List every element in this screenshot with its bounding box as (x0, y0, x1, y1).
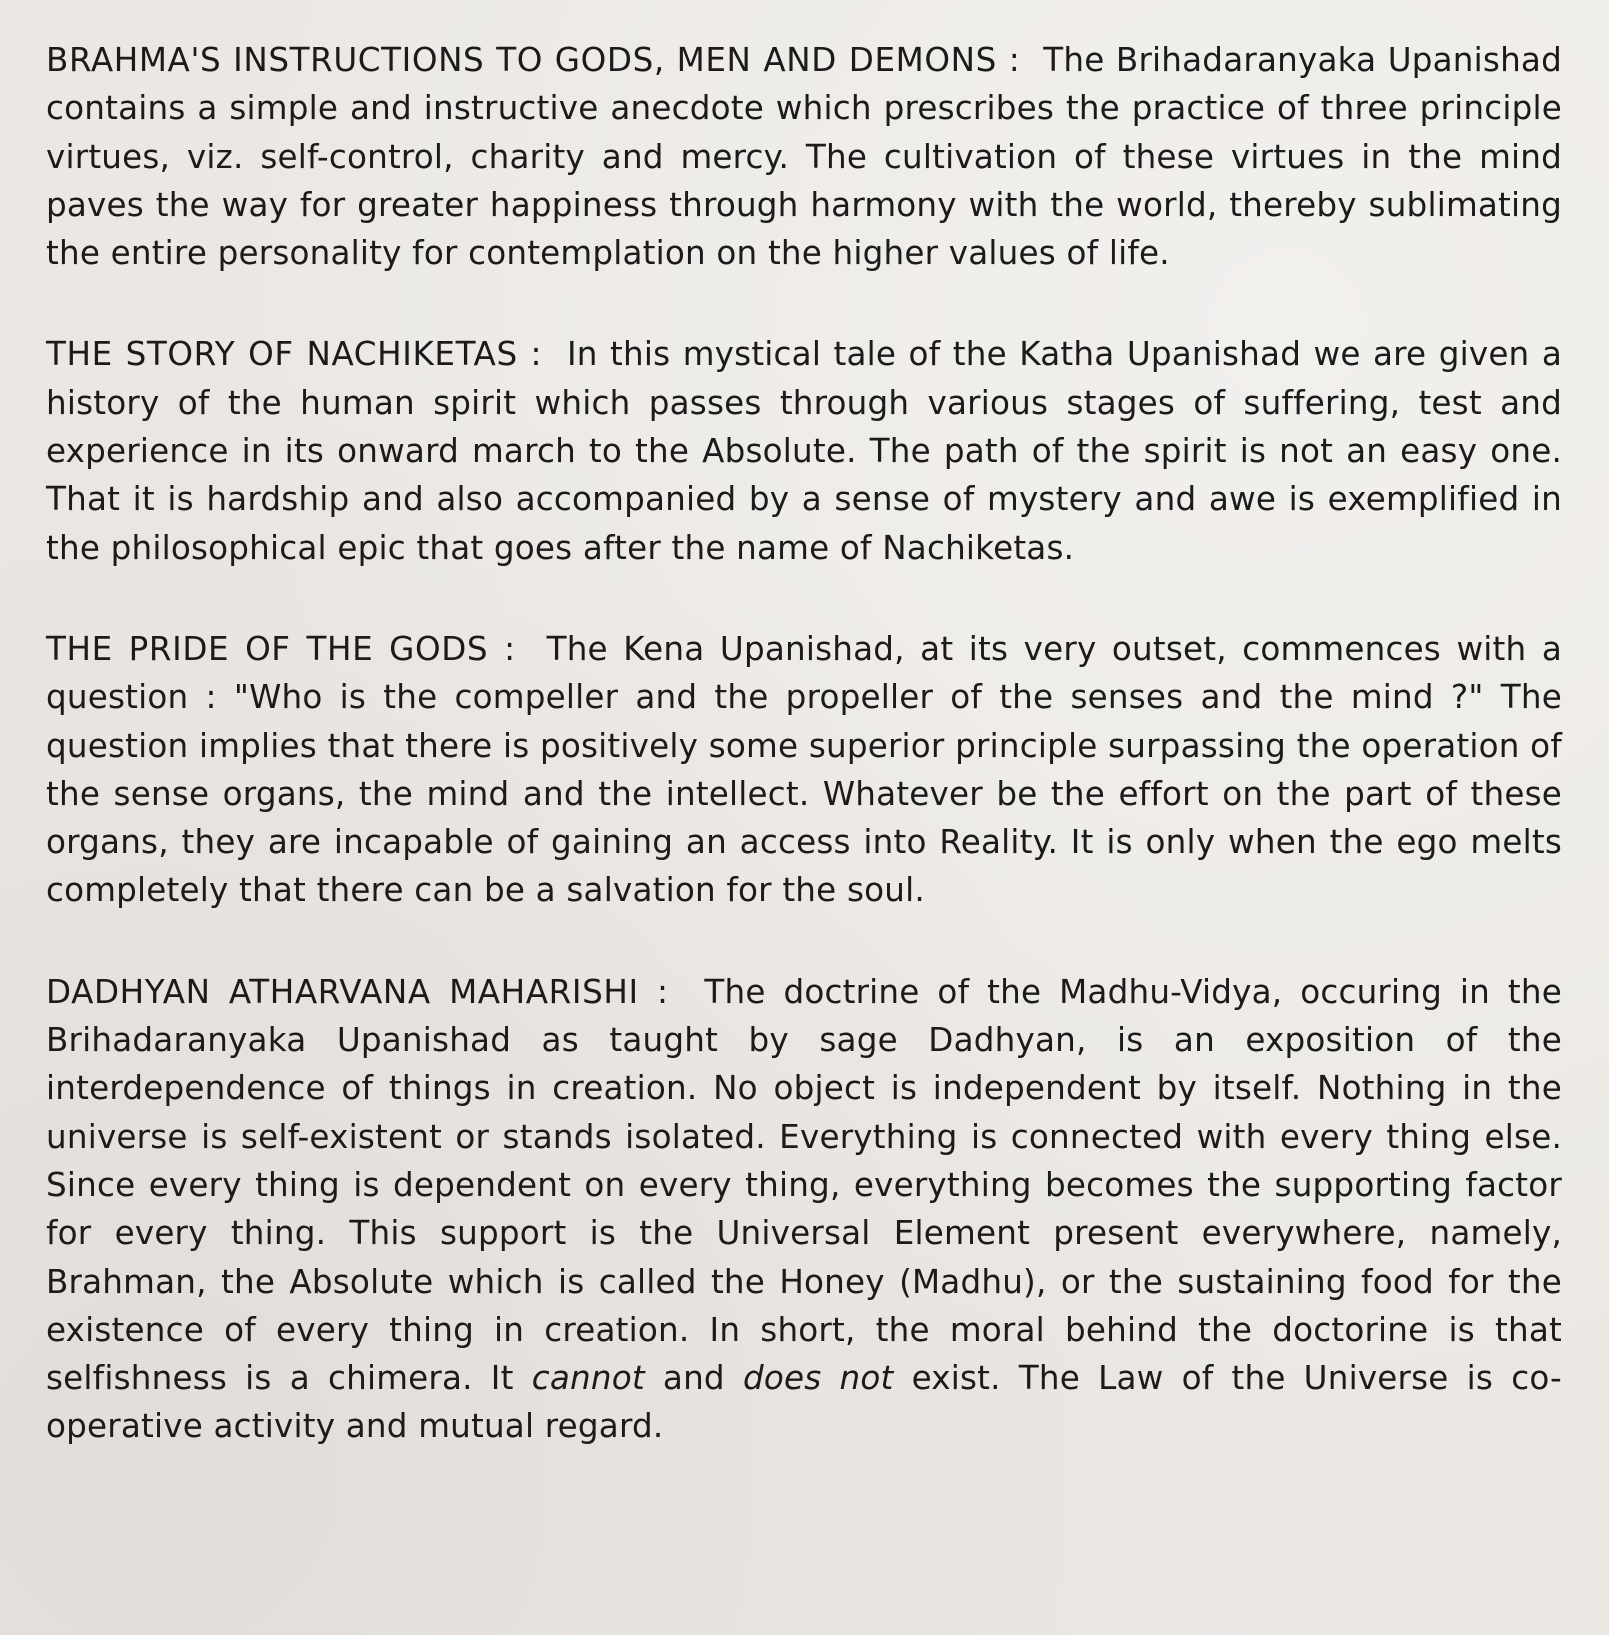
entry-text: and (662, 1359, 725, 1398)
emphasis-text: cannot (531, 1359, 645, 1398)
entry-text: The Kena Upanishad, at its very outset, commences with a question : "Who is the compeller and the propeller of the senses and the mind ?" The question implies that there is positively some superior principle surpassing the operation of the sense organs, the mind and the intellect. Whatever be the effort on the part of these organs, they are incapable of gaining an access into Reality. It is only when the ego melts completely that there can be a salvation for the soul. (46, 629, 1562, 910)
entry-heading: THE STORY OF NACHIKETAS : (46, 335, 543, 374)
document-body (46, 36, 1562, 1451)
entry-text: exist. The Law of the Universe is co-operative activity and mutual regard. (46, 1359, 1563, 1446)
entry-story-of-nachiketas (46, 330, 1562, 571)
entry-pride-of-the-gods (46, 625, 1562, 915)
entry-heading: DADHYAN ATHARVANA MAHARISHI : (46, 972, 669, 1011)
entry-dadhyan-atharvana (46, 968, 1562, 1451)
entry-brahma-instructions (46, 36, 1562, 277)
entry-heading: THE PRIDE OF THE GODS : (46, 629, 516, 668)
entry-heading: BRAHMA'S INSTRUCTIONS TO GODS, MEN AND DEMONS : (46, 41, 1021, 79)
entry-text: The Brihadaranyaka Upanishad contains a simple and instructive anecdote which prescribes the practice of three principle virtues, viz. self-control, charity and mercy. The cultivation of these virtues in the mind paves the way for greater happiness through harmony with the world, thereby sublimating the entire personality for contemplation on the higher values of life. (46, 41, 1562, 273)
entry-text: In this mystical tale of the Katha Upanishad we are given a history of the human spirit which passes through various stages of suffering, test and experience in its onward march to the Absolute. The path of the spirit is not an easy one. That it is hardship and also accompanied by a sense of mystery and awe is exemplified in the philosophical epic that goes after the name of Nachiketas. (46, 335, 1562, 567)
emphasis-text: does not (742, 1359, 894, 1398)
entry-text: The doctrine of the Madhu-Vidya, occuring in the Brihadaranyaka Upanishad as taught by sage Dadhyan, is an exposition of the interdependence of things in creation. No object is independent by itself. Nothing in the universe is self-existent or stands isolated. Everything is connected with every thing else. Since every thing is dependent on every thing, everything becomes the supporting factor for every thing. This support is the Universal Element present everywhere, namely, Brahman, the Absolute which is called the Honey (Madhu), or the sustaining food for the existence of every thing in creation. In short, the moral behind the doctorine is that selfishness is a chimera. It (46, 972, 1562, 1398)
